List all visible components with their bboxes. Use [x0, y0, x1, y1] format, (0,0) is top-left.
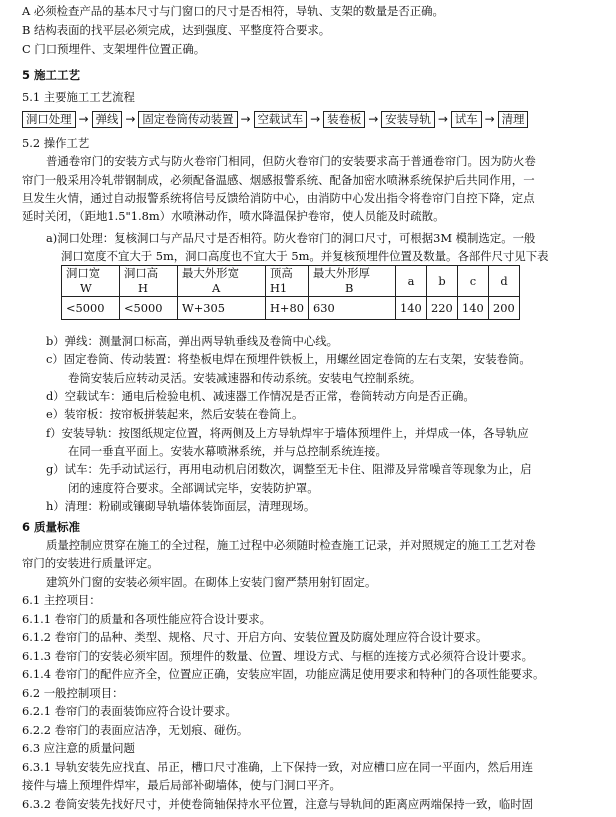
paragraph-line: A 必须检查产品的基本尺寸与门窗口的尺寸是否相符，导轨、支架的数量是否正确。 [22, 4, 444, 18]
list-item: 洞口宽度不宜大于 5m，洞口高度也不宜大于 5m。并复核预埋件位置及数量。各部件尺寸见下表 [61, 249, 549, 263]
clause-line: 6.2.1 卷帘门的表面装饰应符合设计要求。 [22, 704, 237, 718]
flow-step: 空载试车 [254, 111, 308, 128]
dimension-table [61, 265, 520, 320]
table-cell: 140 [457, 297, 488, 320]
table-cell: W+305 [178, 297, 266, 320]
table-row [62, 266, 520, 297]
table-cell: 630 [308, 297, 395, 320]
arrow-icon: → [437, 112, 448, 126]
arrow-icon: → [125, 112, 136, 126]
table-header-cell: 洞口宽 W [62, 266, 120, 297]
clause-line: 6.3.1 导轨安装先应找直、吊正，槽口尺寸准确，上下保持一致，对应槽口应在同一平面内，然后用连 [22, 760, 534, 774]
table-cell: H+80 [266, 297, 309, 320]
list-item: b）弹线：测量洞口标高，弹出两导轨垂线及卷筒中心线。 [46, 334, 339, 348]
table-cell: <5000 [62, 297, 120, 320]
subsection-heading: 6.1 主控项目： [22, 593, 101, 607]
clause-line: 6.1.1 卷帘门的质量和各项性能应符合设计要求。 [22, 612, 272, 626]
table-header-cell: 顶高 H1 [266, 266, 309, 297]
table-row [62, 297, 520, 320]
table-cell: 200 [488, 297, 519, 320]
paragraph-line: C 门口预埋件、支架埋件位置正确。 [22, 42, 206, 56]
list-item: f）安装导轨：按图纸规定位置，将两侧及上方导轨焊牢于墙体预埋件上，并焊成一体，各导轨应 [46, 426, 529, 440]
table-header-cell: 最大外形宽 A [178, 266, 266, 297]
table-header-cell: c [457, 266, 488, 297]
table-cell: 220 [426, 297, 457, 320]
flow-step: 洞口处理 [22, 111, 76, 128]
table-header-cell: 最大外形厚 B [308, 266, 395, 297]
list-item: c）固定卷筒、传动装置：将垫板电焊在预埋件铁板上，用螺丝固定卷筒的左右支架，安装卷筒。 [46, 352, 531, 366]
section-heading: 5 施工工艺 [22, 68, 81, 82]
clause-line: 6.1.4 卷帘门的配件应齐全，位置应正确，安装应牢固，功能应满足使用要求和特种门的各项性能要求。 [22, 667, 545, 681]
arrow-icon: → [310, 112, 321, 126]
paragraph-line: 帘门的安装进行质量评定。 [22, 556, 159, 570]
flow-step: 试车 [451, 111, 482, 128]
list-item: h）清理：粉刷或镶砌导轨墙体装饰面层，清理现场。 [46, 499, 316, 513]
subsection-heading: 5.2 操作工艺 [22, 136, 90, 150]
arrow-icon: → [240, 112, 251, 126]
clause-line: 6.1.3 卷帘门的安装必须牢固。预埋件的数量、位置、埋设方式、与框的连接方式必须符合设计要求。 [22, 649, 534, 663]
paragraph-line: 旦发生火情，通过自动报警系统将信号反馈给消防中心，由消防中心发出指令将卷帘门自控下降，定点 [22, 191, 535, 205]
list-item: e）装帘板：按帘板拼装起来，然后安装在卷筒上。 [46, 407, 304, 421]
table-cell: 140 [395, 297, 426, 320]
paragraph-line: 质量控制应贯穿在施工的全过程，施工过程中必须随时检查施工记录，并对照规定的施工工艺对卷 [46, 538, 536, 552]
flow-step: 清理 [498, 111, 529, 128]
table-header-cell: a [395, 266, 426, 297]
subsection-heading: 5.1 主要施工工艺流程 [22, 90, 135, 104]
clause-line: 6.3.2 卷筒安装先找好尺寸，并使卷筒轴保持水平位置，注意与导轨间的距离应两端保持一致，临时固 [22, 797, 534, 811]
flow-step: 装卷板 [323, 111, 365, 128]
table-header-cell: 洞口高 H [120, 266, 178, 297]
flow-step: 弹线 [92, 111, 123, 128]
section-heading: 6 质量标准 [22, 520, 81, 534]
clause-line: 6.2.2 卷帘门的表面应洁净，无划痕、碰伤。 [22, 723, 249, 737]
flow-step: 固定卷筒传动装置 [138, 111, 237, 128]
subsection-heading: 6.3 应注意的质量问题 [22, 741, 135, 755]
paragraph-line: 建筑外门窗的安装必须牢固。在砌体上安装门窗严禁用射钉固定。 [46, 575, 377, 589]
list-item: 在同一垂直平面上。安装水幕喷淋系统，并与总控制系统连接。 [68, 444, 387, 458]
list-item: g）试车：先手动试运行，再用电动机启闭数次，调整至无卡住、阻滞及异常噪音等现象为止，启 [46, 462, 532, 476]
list-item: 卷筒安装后应转动灵活。安装减速器和传动系统。安装电气控制系统。 [68, 371, 422, 385]
paragraph-line: B 结构表面的找平层必须完成，达到强度、平整度符合要求。 [22, 23, 331, 37]
arrow-icon: → [78, 112, 89, 126]
paragraph-line: 帘门一般采用冷轧带钢制成，必须配备温感、烟感报警系统、配备加密水喷淋系统保护后共同作用，一 [22, 173, 535, 187]
list-item: d）空载试车：通电后检验电机、减速器工作情况是否正常，卷筒转动方向是否正确。 [46, 389, 475, 403]
paragraph-line: 延时关闭，（距地1.5"1.8m）水喷淋动作，喷水降温保护卷帘，使人员能及时疏散。 [22, 209, 445, 223]
clause-line: 6.1.2 卷帘门的品种、类型、规格、尺寸、开启方向、安装位置及防腐处理应符合设计要求。 [22, 630, 488, 644]
subsection-heading: 6.2 一般控制项目： [22, 686, 124, 700]
table-cell: <5000 [120, 297, 178, 320]
table-header-cell: d [488, 266, 519, 297]
clause-line: 接件与墙上预埋件焊牢，最后局部补砌墙体，使与门洞口平齐。 [22, 778, 341, 792]
table-header-cell: b [426, 266, 457, 297]
paragraph-line: 普通卷帘门的安装方式与防火卷帘门相同，但防火卷帘门的安装要求高于普通卷帘门。因为防火卷 [46, 154, 536, 168]
list-item: a)洞口处理：复核洞口与产品尺寸是否相符。防火卷帘门的洞口尺寸，可根据3M 模制选定。一般 [46, 231, 536, 245]
arrow-icon: → [368, 112, 379, 126]
list-item: 闭的速度符合要求。全部调试完毕，安装防护罩。 [68, 481, 319, 495]
arrow-icon: → [484, 112, 495, 126]
process-flow [22, 110, 528, 128]
flow-step: 安装导轨 [381, 111, 435, 128]
